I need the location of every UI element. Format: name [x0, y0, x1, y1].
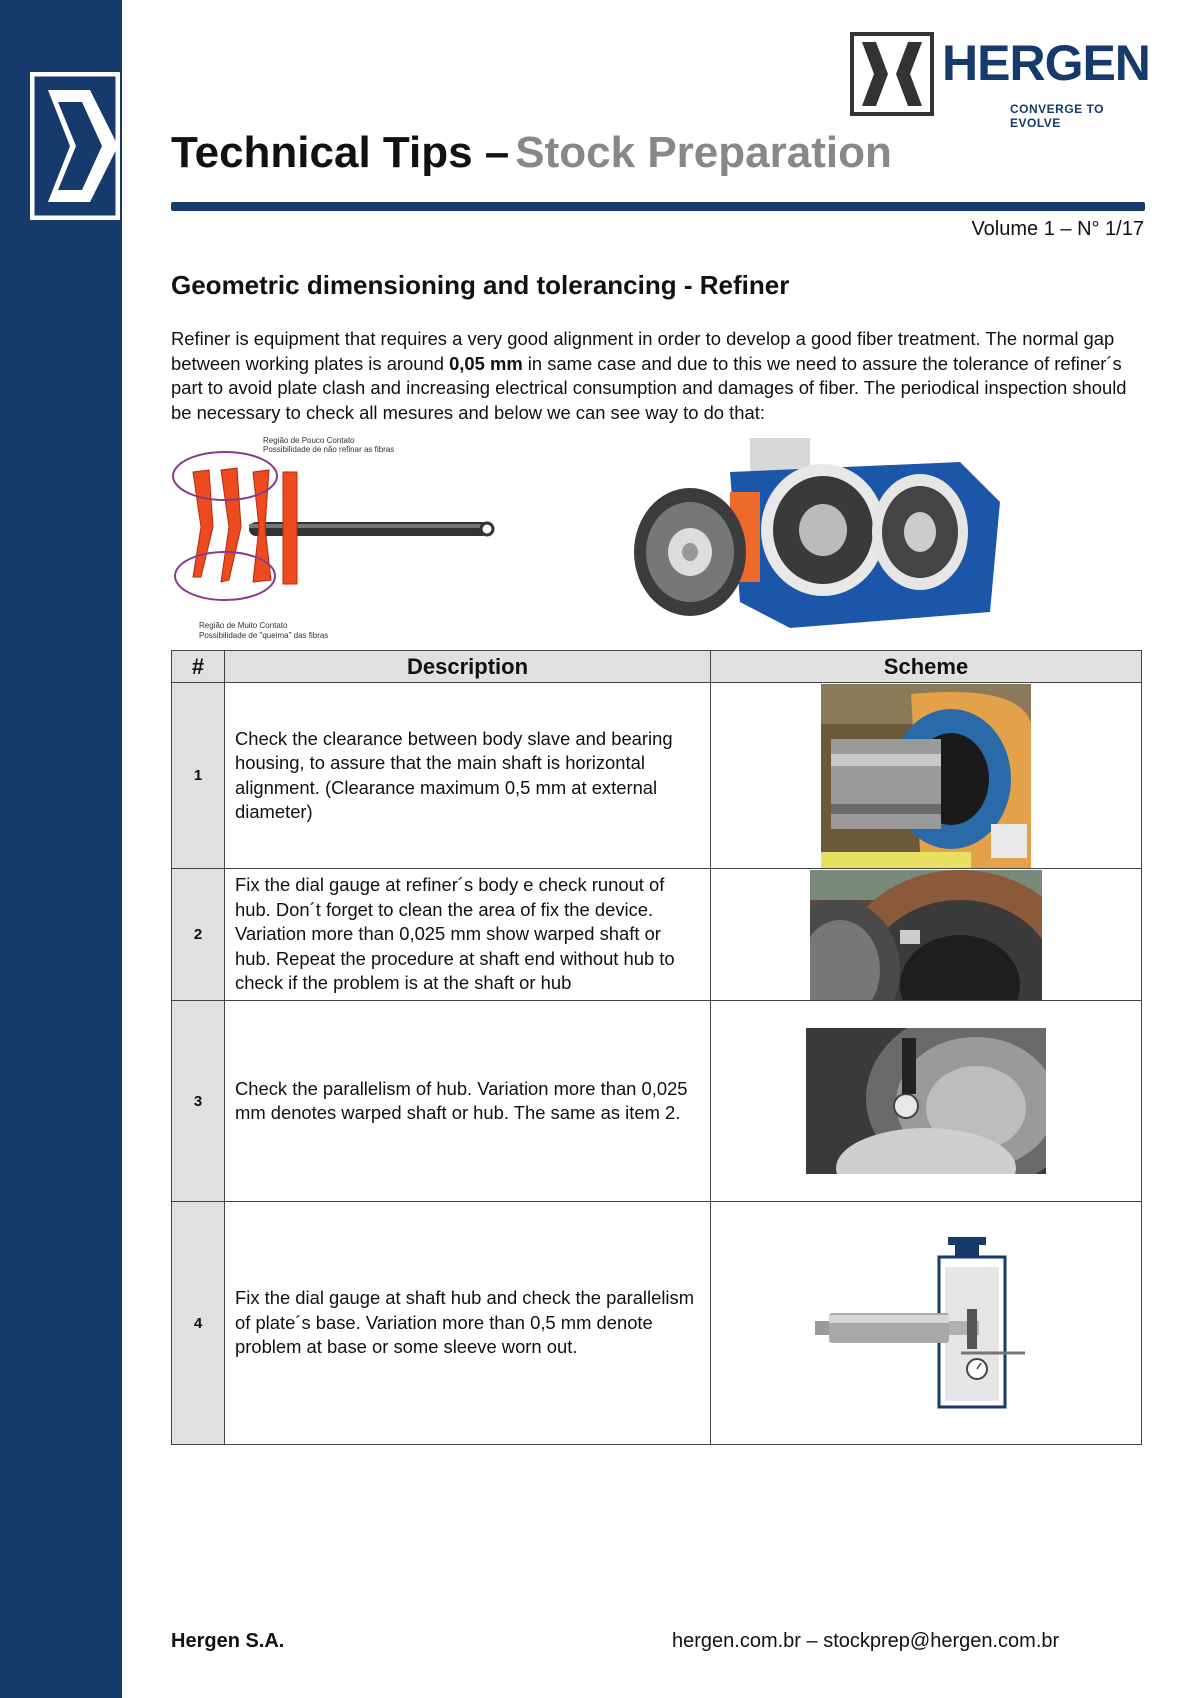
- row-number: 1: [172, 683, 225, 869]
- page-title: [171, 128, 892, 178]
- table-row: [172, 683, 1142, 869]
- title-main: Technical Tips –: [171, 128, 510, 177]
- row-number: 2: [172, 869, 225, 1001]
- row-description: Check the parallelism of hub. Variation more than 0,025 mm denotes warped shaft or hub. The same as item 2.: [225, 1001, 711, 1202]
- hergen-logo: [850, 32, 1150, 130]
- refiner-plate-diagram: [171, 432, 501, 644]
- title-sub: Stock Preparation: [515, 128, 892, 177]
- intro-paragraph: [171, 327, 1131, 425]
- inspection-table: [171, 650, 1142, 1445]
- row-description: Fix the dial gauge at shaft hub and check the parallelism of plate´s base. Variation more than 0,5 mm denote problem at base or some sleeve worn out.: [225, 1202, 711, 1445]
- volume-label: Volume 1 – N° 1/17: [971, 218, 1144, 240]
- side-band: [0, 0, 122, 1698]
- brand-name: HERGEN: [942, 35, 1150, 91]
- hergen-mark-icon: [850, 32, 934, 116]
- hub-runout-photo: [810, 870, 1042, 1000]
- plate-right: [283, 472, 297, 584]
- plate-base-drawing: [811, 1235, 1041, 1411]
- section-heading: Geometric dimensioning and tolerancing - Refiner: [171, 270, 790, 300]
- refiner-machine-image: [630, 432, 1010, 636]
- intro-text-2: in same case and due to this we need to assure the tolerance of refiner´s part to avoid plate clash and increasing electrical consumption and damages of fiber. The periodical inspection should be necessary to check all mesures and below we can see way to do that:: [171, 352, 1127, 423]
- table-header-row: [172, 651, 1142, 683]
- caption-high-contact: Região de Muito Contato: [199, 621, 288, 630]
- footer-contact: hergen.com.br – stockprep@hergen.com.br: [672, 1630, 1060, 1652]
- scheme-photo-hub-parallelism: [711, 1001, 1142, 1202]
- brand-tagline: CONVERGE TO EVOLVE: [1010, 102, 1104, 130]
- hub-parallelism-photo: [806, 1028, 1046, 1174]
- col-header-number: #: [172, 651, 225, 683]
- scheme-photo-hub-runout: [711, 869, 1142, 1001]
- scheme-photo-bearing-housing: [711, 683, 1142, 869]
- brand-chevron-icon: [30, 72, 120, 220]
- col-header-scheme: Scheme: [711, 651, 1142, 683]
- scheme-drawing-plate-base: [711, 1202, 1142, 1445]
- row-number: 4: [172, 1202, 225, 1445]
- plate-center-left: [221, 468, 241, 582]
- row-description: Fix the dial gauge at refiner´s body e check runout of hub. Don´t forget to clean the area of fix the device. Variation more than 0,025 mm show warped shaft or hub. Repeat the procedure at shaft end without hub to check if the problem is at the shaft or hub: [225, 869, 711, 1001]
- caption-low-contact: Região de Pouco Contato: [263, 436, 355, 445]
- title-divider: [171, 202, 1145, 211]
- row-description: Check the clearance between body slave and bearing housing, to assure that the main shaft is horizontal alignment. (Clearance maximum 0,5 mm at external diameter): [225, 683, 711, 869]
- caption-high-contact-note: Possibilidade de "queima" das fibras: [199, 631, 329, 640]
- row-number: 3: [172, 1001, 225, 1202]
- plate-left: [193, 470, 213, 577]
- intro-gap-value: 0,05 mm: [449, 352, 523, 374]
- footer-company: Hergen S.A.: [171, 1630, 285, 1652]
- col-header-description: Description: [225, 651, 711, 683]
- bearing-housing-photo: [821, 684, 1031, 868]
- table-row: [172, 1001, 1142, 1202]
- table-row: [172, 869, 1142, 1001]
- caption-low-contact-note: Possibilidade de não refinar as fibras: [263, 445, 395, 454]
- table-row: [172, 1202, 1142, 1445]
- intro-text-1: Refiner is equipment that requires a very good alignment in order to develop a good fiber treatment. The normal gap between working plates is around: [171, 328, 1115, 374]
